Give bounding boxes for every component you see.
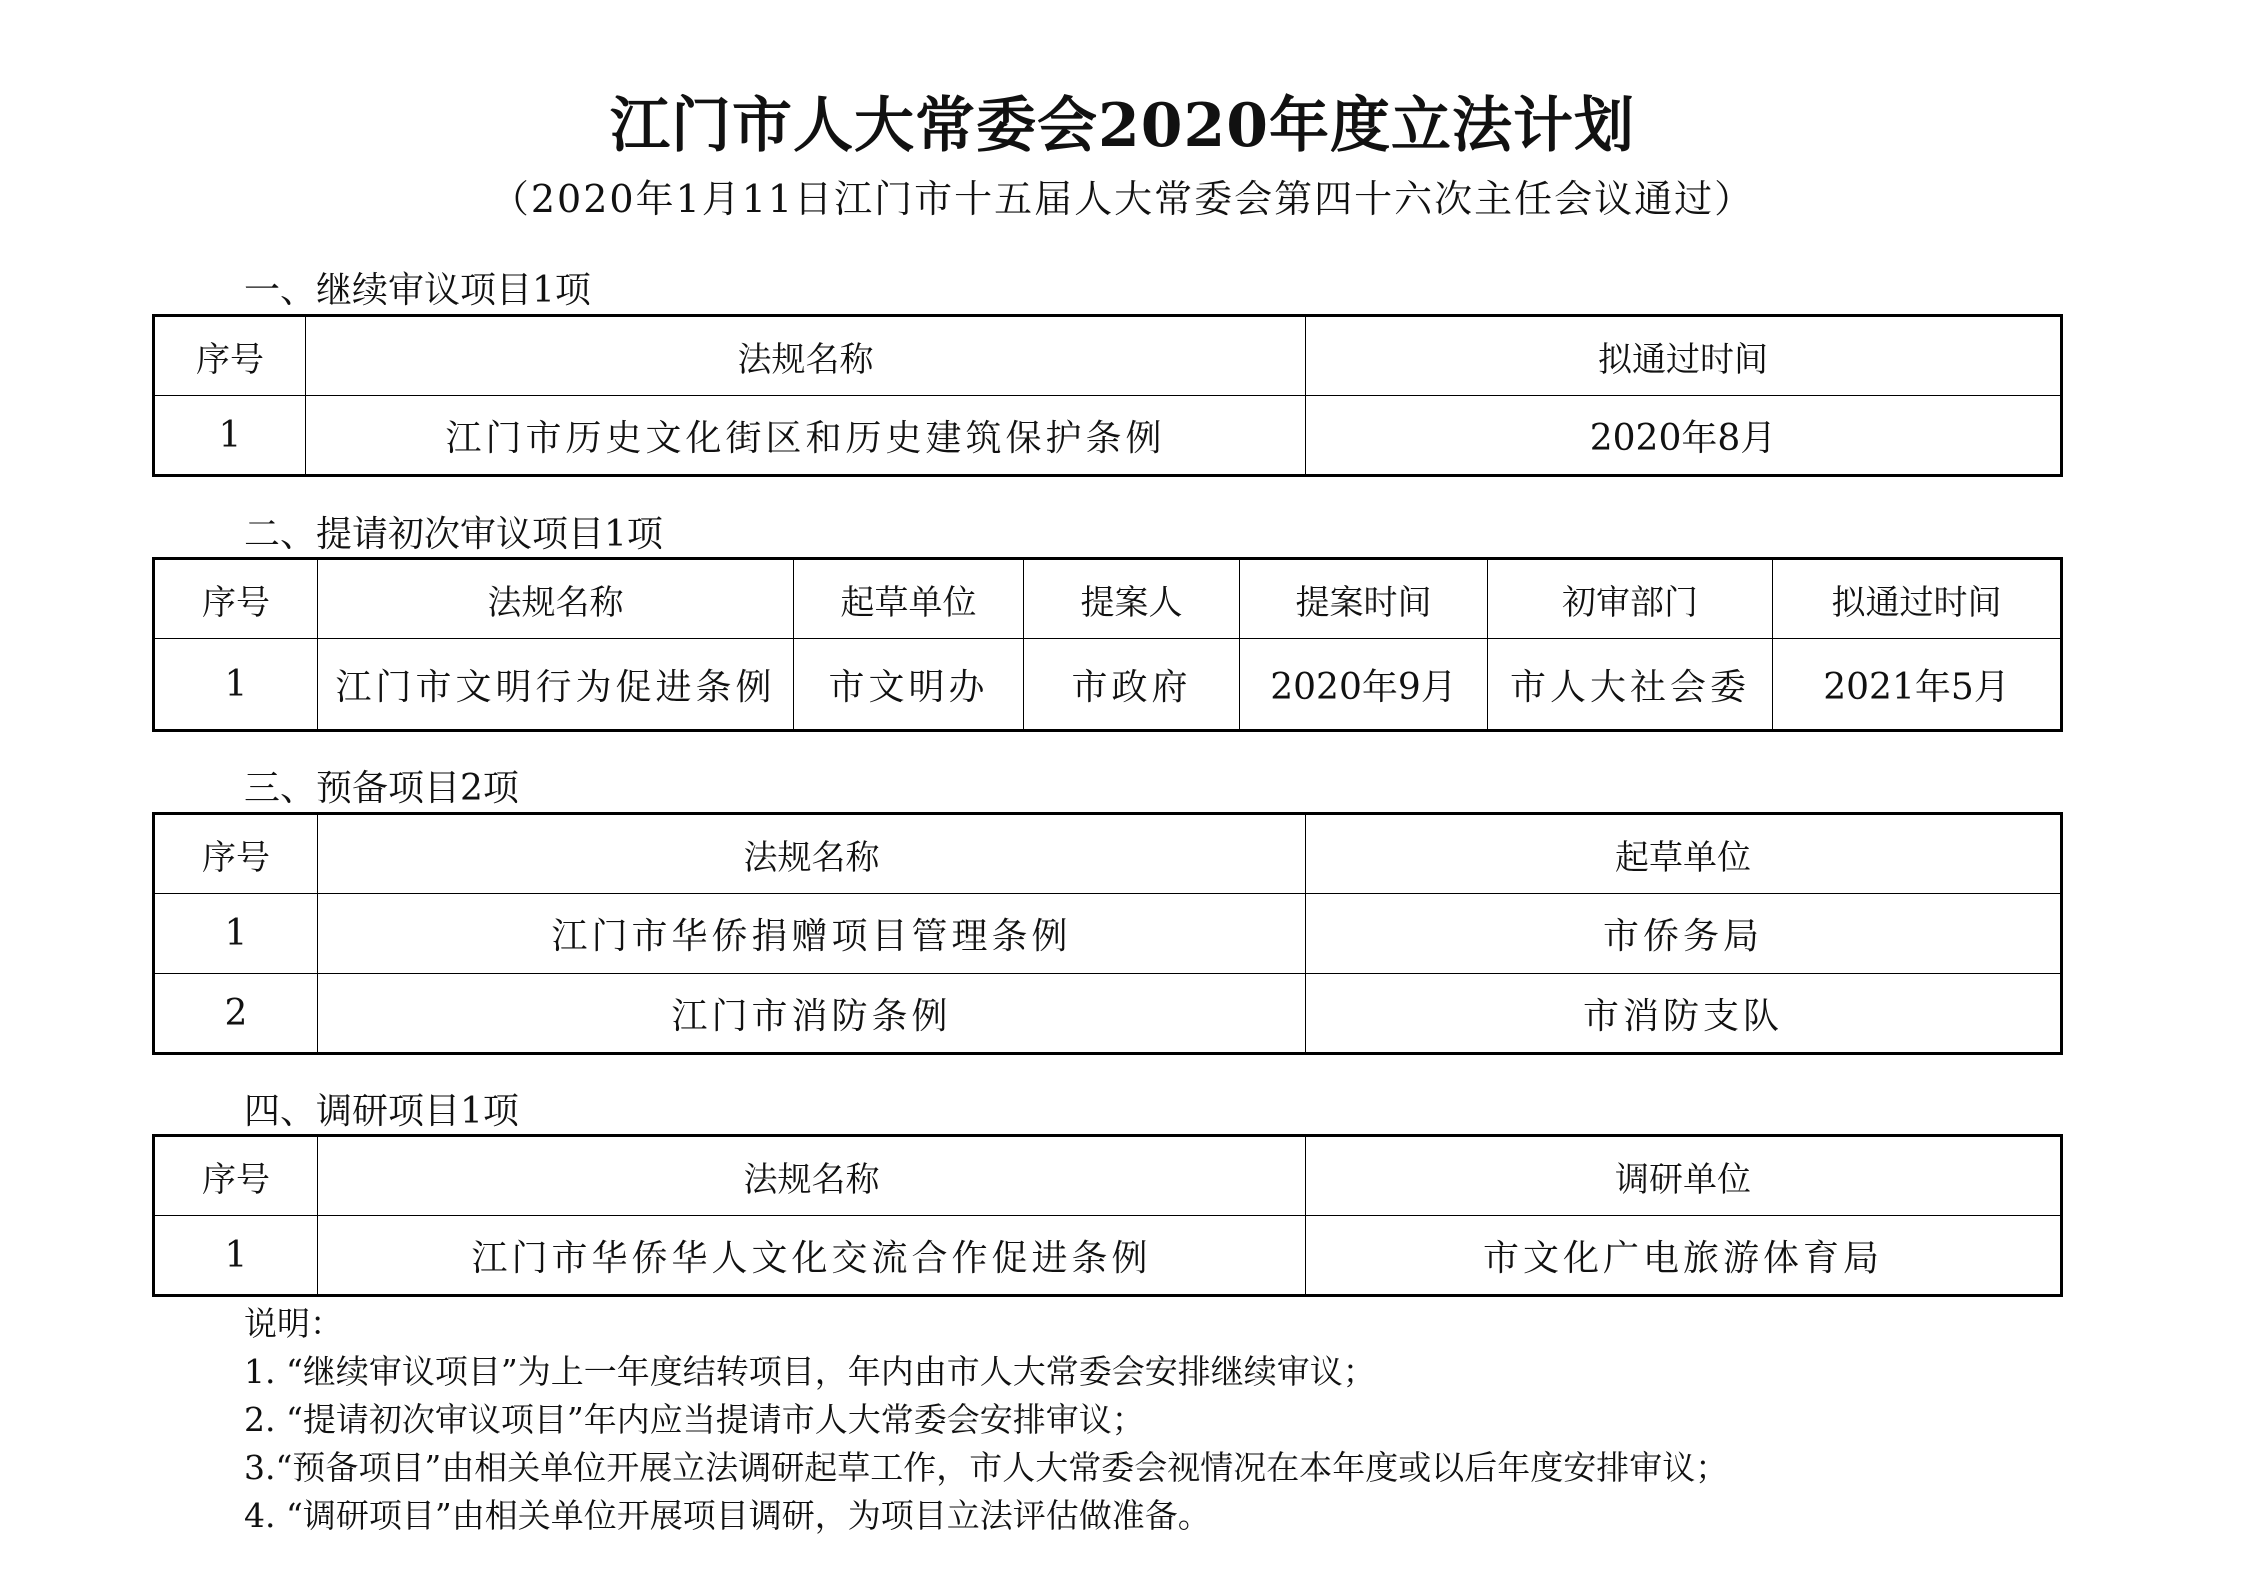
table-row xyxy=(154,894,2062,974)
document-subtitle: （2020年1月11日江门市十五届人大常委会第四十六次主任会议通过） xyxy=(490,177,1755,221)
cell-proposal-time: 2020年9月 xyxy=(1240,639,1488,731)
section-heading-reserve: 三、预备项目2项 xyxy=(244,768,519,809)
table-header-row xyxy=(154,1136,2062,1216)
notes-block xyxy=(244,1300,1728,1540)
cell-law-name: 江门市历史文化街区和历史建筑保护条例 xyxy=(306,396,1306,476)
table-row xyxy=(154,974,2062,1054)
note-item: 3.“预备项目”由相关单位开展立法调研起草工作，市人大常委会视情况在本年度或以后年度安排审议； xyxy=(244,1448,1729,1487)
header-cell: 起草单位 xyxy=(794,559,1024,639)
cell-law-name: 江门市文明行为促进条例 xyxy=(318,639,794,731)
header-cell: 序号 xyxy=(154,316,306,396)
note-item: 4. “调研项目”由相关单位开展项目调研，为项目立法评估做准备。 xyxy=(244,1496,1211,1535)
header-cell: 调研单位 xyxy=(1306,1136,2062,1216)
header-cell: 法规名称 xyxy=(318,559,794,639)
table-header-row xyxy=(154,814,2062,894)
section-heading-research: 四、调研项目1项 xyxy=(244,1091,519,1132)
header-cell: 法规名称 xyxy=(306,316,1306,396)
cell-law-name: 江门市华侨华人文化交流合作促进条例 xyxy=(318,1216,1306,1296)
note-item: 1. “继续审议项目”为上一年度结转项目，年内由市人大常委会安排继续审议； xyxy=(244,1352,1376,1391)
note-item: 2. “提请初次审议项目”年内应当提请市人大常委会安排审议； xyxy=(244,1400,1145,1439)
section-heading-continued-review: 一、继续审议项目1项 xyxy=(244,270,591,311)
table-header-row xyxy=(154,316,2062,396)
cell-law-name: 江门市消防条例 xyxy=(318,974,1306,1054)
header-cell: 序号 xyxy=(154,1136,318,1216)
cell-index: 1 xyxy=(154,396,306,476)
cell-index: 1 xyxy=(154,639,318,731)
header-cell: 法规名称 xyxy=(318,814,1306,894)
header-cell: 拟通过时间 xyxy=(1306,316,2062,396)
cell-index: 1 xyxy=(154,1216,318,1296)
header-cell: 序号 xyxy=(154,814,318,894)
cell-law-name: 江门市华侨捐赠项目管理条例 xyxy=(318,894,1306,974)
cell-pass-time: 2021年5月 xyxy=(1773,639,2062,731)
header-cell: 拟通过时间 xyxy=(1773,559,2062,639)
table-continued-review xyxy=(152,314,2063,477)
table-row xyxy=(154,639,2062,731)
header-cell: 序号 xyxy=(154,559,318,639)
cell-drafting-unit: 市侨务局 xyxy=(1306,894,2062,974)
table-row xyxy=(154,1216,2062,1296)
document-title: 江门市人大常委会2020年度立法计划 xyxy=(610,91,1635,161)
cell-pass-time: 2020年8月 xyxy=(1306,396,2062,476)
table-research xyxy=(152,1134,2063,1297)
cell-proposer: 市政府 xyxy=(1024,639,1240,731)
table-header-row xyxy=(154,559,2062,639)
cell-research-unit: 市文化广电旅游体育局 xyxy=(1306,1216,2062,1296)
cell-review-dept: 市人大社会委 xyxy=(1488,639,1773,731)
cell-drafting-unit: 市文明办 xyxy=(794,639,1024,731)
cell-index: 2 xyxy=(154,974,318,1054)
header-cell: 提案人 xyxy=(1024,559,1240,639)
notes-label: 说明： xyxy=(244,1304,343,1343)
table-first-review xyxy=(152,557,2063,732)
header-cell: 法规名称 xyxy=(318,1136,1306,1216)
table-reserve xyxy=(152,812,2063,1055)
section-heading-first-review: 二、提请初次审议项目1项 xyxy=(244,514,663,555)
cell-index: 1 xyxy=(154,894,318,974)
header-cell: 初审部门 xyxy=(1488,559,1773,639)
header-cell: 起草单位 xyxy=(1306,814,2062,894)
header-cell: 提案时间 xyxy=(1240,559,1488,639)
table-row xyxy=(154,396,2062,476)
cell-drafting-unit: 市消防支队 xyxy=(1306,974,2062,1054)
